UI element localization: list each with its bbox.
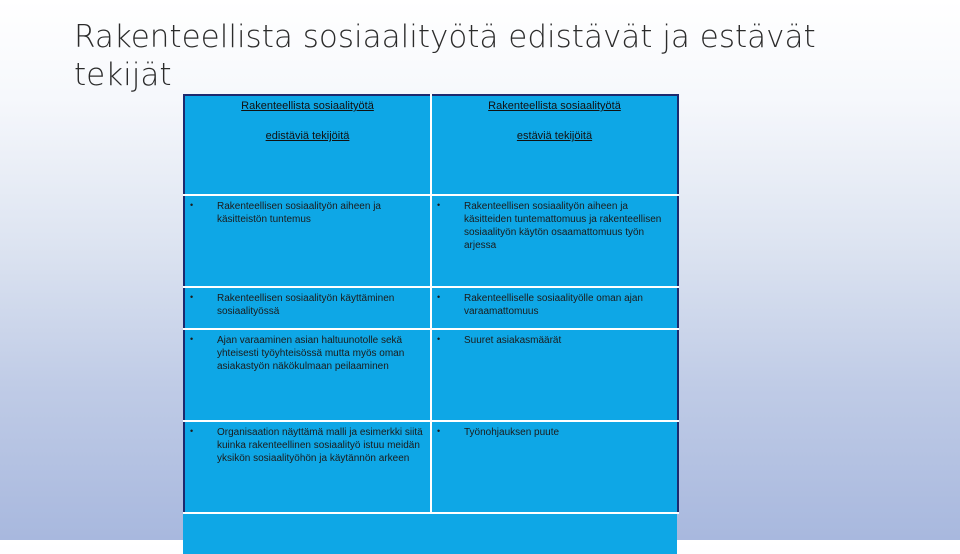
bullet-icon: • bbox=[190, 426, 194, 436]
cell-text: Rakenteellisen sosiaalityön käyttäminen sosiaalityössä bbox=[217, 293, 395, 317]
factors-table bbox=[183, 94, 677, 554]
preventing-factor bbox=[432, 196, 677, 256]
preventing-factor bbox=[432, 288, 677, 322]
preventing-factor bbox=[432, 330, 677, 351]
promoting-factor bbox=[185, 288, 430, 322]
header-preventing-line2: estäviä tekijöitä bbox=[516, 130, 593, 142]
cell-text: Suuret asiakasmäärät bbox=[464, 335, 562, 346]
slide-title: Rakenteellista sosiaalityötä edistävät ja estävät tekijät bbox=[74, 19, 816, 93]
cell-text: Rakenteellisen sosiaalityön aiheen ja käsitteistön tuntemus bbox=[217, 201, 381, 225]
cell-text: Rakenteelliselle sosiaalityölle oman ajan varaamattomuus bbox=[464, 293, 643, 317]
cell-text: Rakenteellisen sosiaalityön aiheen ja käsitteiden tuntemattomuus ja rakenteellisen sosiaalityön käytön osaamattomuus työn arjessa bbox=[464, 201, 662, 251]
table-row bbox=[184, 329, 678, 421]
header-promoting-line2: edistäviä tekijöitä bbox=[265, 130, 350, 142]
bullet-icon: • bbox=[190, 200, 194, 210]
cell-text: Organisaation näyttämä malli ja esimerkki siitä kuinka rakenteellinen sosiaalityö istuu meidän yksikön sosiaalityöhön ja käytännön arkeen bbox=[217, 427, 423, 464]
table-row bbox=[184, 287, 678, 329]
bullet-icon: • bbox=[190, 334, 194, 344]
cell-text: Työnohjauksen puute bbox=[464, 427, 560, 438]
bullet-icon: • bbox=[437, 334, 441, 344]
table-row bbox=[184, 421, 678, 513]
bullet-icon: • bbox=[437, 292, 441, 302]
preventing-factor bbox=[432, 422, 677, 443]
header-promoting-line1: Rakenteellista sosiaalityötä bbox=[241, 100, 374, 112]
promoting-factor bbox=[185, 196, 430, 230]
bullet-icon: • bbox=[190, 292, 194, 302]
header-cell-promoting bbox=[184, 95, 431, 195]
promoting-factor bbox=[185, 422, 430, 469]
bullet-icon: • bbox=[437, 200, 441, 210]
header-cell-preventing bbox=[431, 95, 678, 195]
header-preventing-line1: Rakenteellista sosiaalityötä bbox=[488, 100, 621, 112]
cell-text: Ajan varaaminen asian haltuunotolle sekä yhteisesti työyhteisössä mutta myös oman asiakastyön näkökulmaan peilaaminen bbox=[217, 335, 405, 372]
table-header-row bbox=[184, 95, 678, 195]
bullet-icon: • bbox=[437, 426, 441, 436]
promoting-factor bbox=[185, 330, 430, 377]
table-row bbox=[184, 195, 678, 287]
